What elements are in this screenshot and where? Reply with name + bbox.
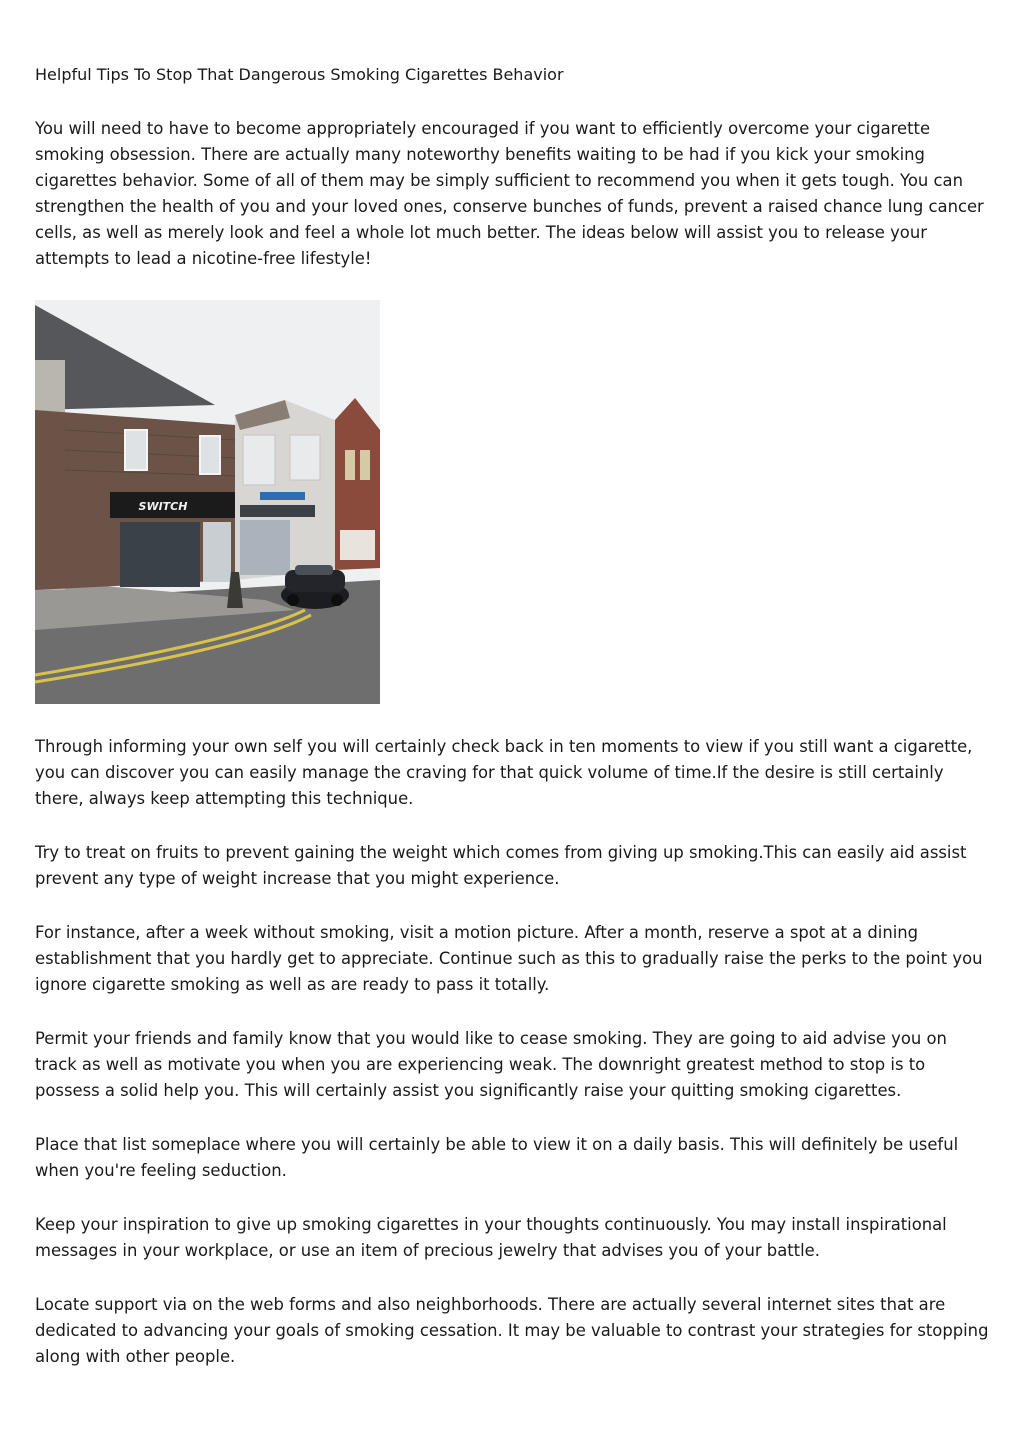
paragraph-6: Keep your inspiration to give up smoking cigarettes in your thoughts continuously. You may install inspirational messages in your workplace, or use an item of precious jewelry that advises you of your battle. bbox=[35, 1215, 947, 1260]
paragraph-7: Locate support via on the web forms and also neighborhoods. There are actually several internet sites that are dedicated to advancing your goals of smoking cessation. It may be valuable to contrast your strategies for stopping along with other people. bbox=[35, 1295, 989, 1366]
shop-sign-text: SWITCH bbox=[138, 500, 188, 513]
street-photo bbox=[35, 300, 380, 704]
paragraph-5: Place that list someplace where you will certainly be able to view it on a daily basis. This will definitely be useful when you're feeling seduction. bbox=[35, 1135, 959, 1180]
paragraph-4: Permit your friends and family know that you would like to cease smoking. They are going to aid advise you on track as well as motivate you when you are experiencing weak. The downright greatest method to stop is to possess a solid help you. This will certainly assist you significantly raise your quitting smoking cigarettes. bbox=[35, 1029, 947, 1100]
paragraph-1: Through informing your own self you will certainly check back in ten moments to view if you still want a cigarette, you can discover you can easily manage the craving for that quick volume of time.If the desire is still certainly there, always keep attempting this technique. bbox=[35, 737, 973, 808]
intro-paragraph: You will need to have to become appropriately encouraged if you want to efficiently overcome your cigarette smoking obsession. There are actually many noteworthy benefits waiting to be had if you kick your smoking cigarettes behavior. Some of all of them may be simply sufficient to recommend you when it gets tough. You can strengthen the health of you and your loved ones, conserve bunches of funds, prevent a raised chance lung cancer cells, as well as merely look and feel a whole lot much better. The ideas below will assist you to release your attempts to lead a nicotine-free lifestyle! bbox=[35, 119, 984, 268]
paragraph-3: For instance, after a week without smoking, visit a motion picture. After a month, reserve a spot at a dining establishment that you hardly get to appreciate. Continue such as this to gradually raise the perks to the point you ignore cigarette smoking as well as are ready to pass it totally. bbox=[35, 923, 983, 994]
document-body bbox=[35, 62, 993, 1398]
paragraph-2: Try to treat on fruits to prevent gaining the weight which comes from giving up smoking.This can easily aid assist prevent any type of weight increase that you might experience. bbox=[35, 843, 967, 888]
document-title: Helpful Tips To Stop That Dangerous Smoking Cigarettes Behavior bbox=[35, 65, 564, 84]
